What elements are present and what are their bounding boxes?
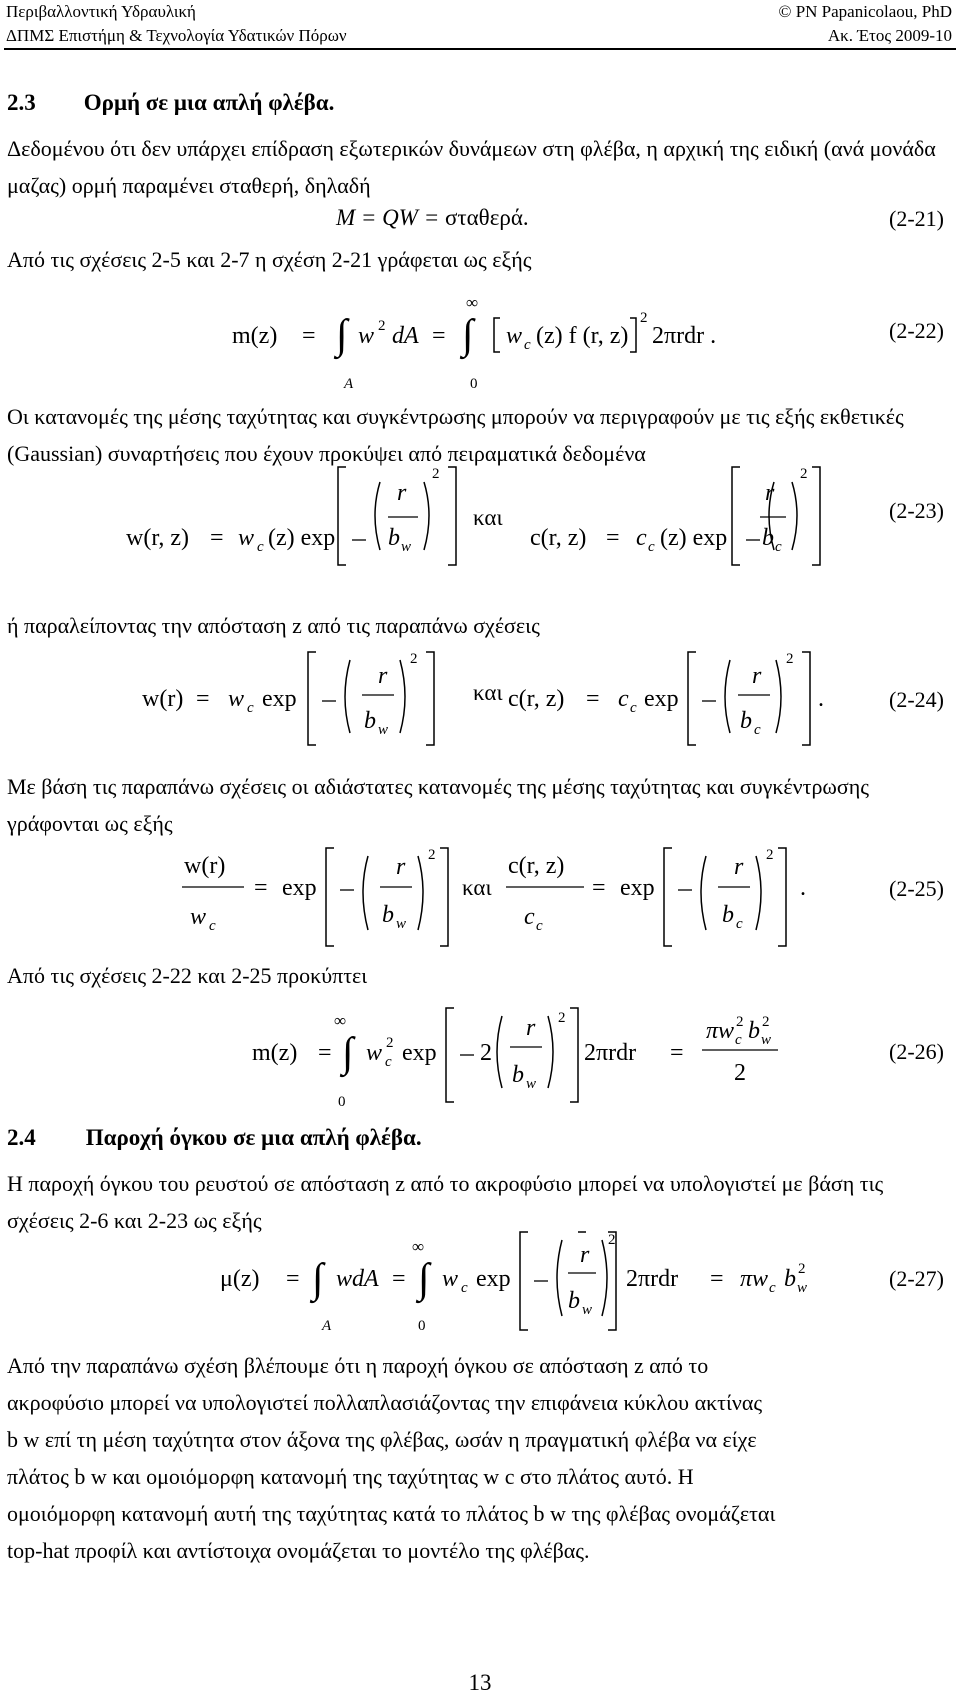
svg-text:(z) f (r, z): (z) f (r, z) [536, 323, 629, 349]
svg-text:.: . [800, 875, 806, 901]
svg-text:w: w [378, 722, 389, 738]
svg-text:w: w [526, 1076, 537, 1092]
svg-text:2: 2 [480, 1040, 492, 1066]
svg-text:w: w [761, 1032, 772, 1048]
svg-text:2: 2 [736, 1014, 744, 1030]
svg-text:w: w [228, 686, 245, 712]
svg-text:b: b [722, 902, 734, 928]
equation-lhs: M = QW = [336, 205, 440, 230]
svg-text:exp: exp [476, 1266, 511, 1292]
svg-text:b: b [740, 708, 752, 734]
svg-text:2πrdr .: 2πrdr . [652, 323, 717, 349]
svg-text:r: r [378, 663, 388, 689]
svg-text:c: c [735, 1032, 742, 1048]
svg-text:c: c [257, 539, 264, 555]
section-title: Παροχή όγκου σε μια απλή φλέβα. [85, 1125, 422, 1150]
svg-text:=: = [286, 1266, 300, 1292]
academic-year: Ακ. Έτος 2009-10 [827, 26, 952, 45]
svg-text:exp: exp [620, 875, 655, 901]
svg-text:(z) exp: (z) exp [268, 525, 336, 551]
svg-text:w: w [396, 916, 407, 932]
svg-text:=: = [210, 525, 224, 551]
svg-text:c: c [736, 916, 743, 932]
svg-text:w: w [582, 1302, 593, 1318]
paragraph-eq27: Η παροχή όγκου του ρευστού σε απόσταση z από το ακροφύσιο μπορεί να υπολογιστεί με βάση τις σχέσεις 2-6 και 2-23 ως εξής [7, 1171, 884, 1233]
svg-text:=: = [318, 1040, 332, 1066]
svg-text:=: = [670, 1040, 684, 1066]
conjunction: και [473, 505, 503, 530]
svg-text:r: r [734, 854, 744, 880]
svg-text:w: w [366, 1040, 383, 1066]
paragraph-closing [7, 1347, 946, 1569]
svg-text:w: w [238, 525, 255, 551]
equation-number: (2-21) [889, 206, 944, 231]
svg-text:2: 2 [386, 1035, 394, 1051]
svg-text:=: = [302, 323, 316, 349]
paragraph-eq26: Από τις σχέσεις 2-22 και 2-25 προκύπτει [7, 963, 368, 988]
svg-text:wdA: wdA [336, 1266, 379, 1292]
closing-line: ομοιόμορφη κατανομή αυτή της ταχύτητας κατά το πλάτος b w της φλέβας ονομάζεται [7, 1501, 776, 1526]
svg-text:w: w [190, 904, 207, 930]
svg-text:=: = [586, 686, 600, 712]
svg-text:∞: ∞ [412, 1237, 425, 1256]
program-title: ΔΠΜΣ Επιστήμη & Τεχνολογία Υδατικών Πόρων [6, 26, 347, 45]
svg-text:2: 2 [766, 847, 774, 863]
svg-text:0: 0 [418, 1318, 426, 1334]
svg-text:c: c [630, 700, 637, 716]
svg-text:2: 2 [786, 651, 794, 667]
svg-text:r: r [396, 854, 406, 880]
svg-text:w(r): w(r) [142, 686, 184, 712]
svg-text:2: 2 [640, 310, 648, 326]
svg-text:2: 2 [800, 466, 808, 482]
svg-text:w: w [506, 323, 523, 349]
svg-text:c: c [461, 1280, 468, 1296]
svg-text:πw: πw [740, 1266, 769, 1292]
equation-number: (2-26) [889, 1039, 944, 1064]
svg-text:dA: dA [392, 323, 419, 349]
svg-text:2: 2 [734, 1060, 746, 1086]
svg-text:c: c [385, 1054, 392, 1070]
svg-text:0: 0 [338, 1094, 346, 1110]
svg-text:r: r [752, 663, 762, 689]
paragraph-eq25: Με βάση τις παραπάνω σχέσεις οι αδιάστατες κατανομές της μέσης ταχύτητας και συγκέντρωσης γράφονται ως εξής [7, 774, 869, 836]
conjunction: και [473, 680, 503, 705]
section-title: Ορμή σε μια απλή φλέβα. [83, 90, 335, 115]
svg-text:c: c [536, 918, 543, 934]
svg-text:m(z): m(z) [252, 1040, 298, 1066]
svg-text:b: b [364, 708, 376, 734]
svg-text:w: w [797, 1280, 808, 1296]
svg-text:2: 2 [378, 318, 386, 334]
svg-text:2: 2 [608, 1232, 616, 1248]
svg-text:b: b [784, 1266, 796, 1292]
svg-text:c: c [209, 918, 216, 934]
equation-number: (2-25) [889, 876, 944, 901]
section-number: 2.3 [7, 90, 36, 115]
svg-text:2πrdr: 2πrdr [626, 1266, 679, 1292]
closing-line: b w επί τη μέση ταχύτητα στον άξονα της φλέβας, ωσάν η πραγματική φλέβα να είχε [7, 1427, 757, 1452]
svg-text:∫: ∫ [418, 1256, 430, 1302]
svg-text:w: w [442, 1266, 459, 1292]
svg-text:r: r [397, 480, 407, 506]
conjunction: και [462, 875, 492, 900]
svg-text:∫: ∫ [342, 1030, 354, 1076]
svg-text:=: = [196, 686, 210, 712]
svg-text:=: = [606, 525, 620, 551]
svg-text:r: r [526, 1015, 536, 1041]
paragraph-eq24: ή παραλείποντας την απόσταση z από τις παραπάνω σχέσεις [7, 613, 540, 638]
svg-text:c: c [247, 700, 254, 716]
closing-line: πλάτος b w και ομοιόμορφη κατανομή της ταχύτητας w c στο πλάτος αυτό. Η [7, 1464, 694, 1489]
svg-text:∞: ∞ [334, 1011, 347, 1030]
svg-text:exp: exp [282, 875, 317, 901]
svg-text:2: 2 [410, 651, 418, 667]
svg-text:w(r, z): w(r, z) [126, 525, 190, 551]
svg-text:0: 0 [470, 376, 478, 392]
svg-text:c(r, z): c(r, z) [530, 525, 587, 551]
svg-text:∞: ∞ [466, 293, 479, 312]
svg-text:m(z): m(z) [232, 323, 278, 349]
equation-rhs: σταθερά. [444, 205, 529, 230]
svg-text:πw: πw [706, 1018, 735, 1044]
svg-text:b: b [568, 1288, 580, 1314]
svg-text:b: b [512, 1062, 524, 1088]
svg-text:c: c [775, 539, 782, 555]
svg-text:.: . [818, 686, 824, 712]
equation-number: (2-27) [889, 1266, 944, 1291]
svg-text:b: b [748, 1018, 760, 1044]
svg-text:c: c [754, 722, 761, 738]
svg-text:∫: ∫ [336, 312, 348, 358]
svg-text:c: c [524, 337, 531, 353]
svg-text:2: 2 [762, 1014, 770, 1030]
equation-number: (2-22) [889, 318, 944, 343]
svg-text:exp: exp [262, 686, 297, 712]
svg-text:r: r [765, 480, 775, 506]
svg-text:=: = [592, 875, 606, 901]
author: © PN Papanicolaou, PhD [778, 2, 952, 21]
svg-text:c: c [769, 1280, 776, 1296]
svg-text:w(r): w(r) [184, 853, 226, 879]
svg-text:A: A [344, 376, 354, 392]
svg-text:c: c [524, 904, 535, 930]
svg-text:w: w [358, 323, 375, 349]
svg-text:c: c [636, 525, 647, 551]
svg-text:=: = [710, 1266, 724, 1292]
paragraph-eq22: Από τις σχέσεις 2-5 και 2-7 η σχέση 2-21 γράφεται ως εξής [7, 247, 532, 272]
svg-text:2: 2 [798, 1261, 806, 1277]
equation-number: (2-23) [889, 498, 944, 523]
svg-text:∫: ∫ [462, 312, 474, 358]
paragraph-eq23: Οι κατανομές της μέσης ταχύτητας και συγκέντρωσης μπορούν να περιγραφούν με τις εξής εκθετικές (Gaussian) συναρτήσεις που έχουν προκύψει από πειραματικά δεδομένα [7, 404, 904, 466]
svg-text:c(r, z): c(r, z) [508, 853, 565, 879]
closing-line: ακροφύσιο μπορεί να υπολογιστεί πολλαπλασιάζοντας την επιφάνεια κύκλου ακτίνας [7, 1390, 763, 1415]
closing-line: top-hat προφίλ και αντίστοιχα ονομάζεται το μοντέλο της φλέβας. [7, 1538, 590, 1563]
svg-text:2: 2 [558, 1010, 566, 1026]
svg-text:=: = [254, 875, 268, 901]
svg-text:2: 2 [432, 466, 440, 482]
course-title: Περιβαλλοντική Υδραυλική [6, 2, 196, 21]
svg-text:exp: exp [402, 1040, 437, 1066]
svg-text:=: = [392, 1266, 406, 1292]
svg-text:b: b [762, 525, 774, 551]
svg-text:=: = [432, 323, 446, 349]
svg-text:r: r [580, 1242, 590, 1268]
svg-text:∫: ∫ [312, 1256, 324, 1302]
svg-text:A: A [322, 1318, 332, 1334]
section-number: 2.4 [7, 1125, 36, 1150]
svg-text:w: w [401, 539, 412, 555]
svg-text:b: b [388, 525, 400, 551]
svg-text:(z) exp: (z) exp [660, 525, 728, 551]
closing-line: Από την παραπάνω σχέση βλέπουμε ότι η παροχή όγκου σε απόσταση z από το [7, 1353, 709, 1378]
equation-number: (2-24) [889, 687, 944, 712]
svg-text:2πrdr: 2πrdr [584, 1040, 637, 1066]
page-number: 13 [468, 1670, 492, 1695]
svg-text:c(r, z): c(r, z) [508, 686, 565, 712]
svg-text:μ(z): μ(z) [220, 1266, 260, 1292]
svg-text:b: b [382, 902, 394, 928]
svg-text:c: c [618, 686, 629, 712]
paragraph-intro: Δεδομένου ότι δεν υπάρχει επίδραση εξωτερικών δυνάμεων στη φλέβα, η αρχική της ειδική (ανά μονάδα μαζας) ορμή παραμένει σταθερή, δηλαδή [7, 136, 936, 198]
svg-text:exp: exp [644, 686, 679, 712]
svg-text:2: 2 [428, 847, 436, 863]
svg-text:c: c [648, 539, 655, 555]
